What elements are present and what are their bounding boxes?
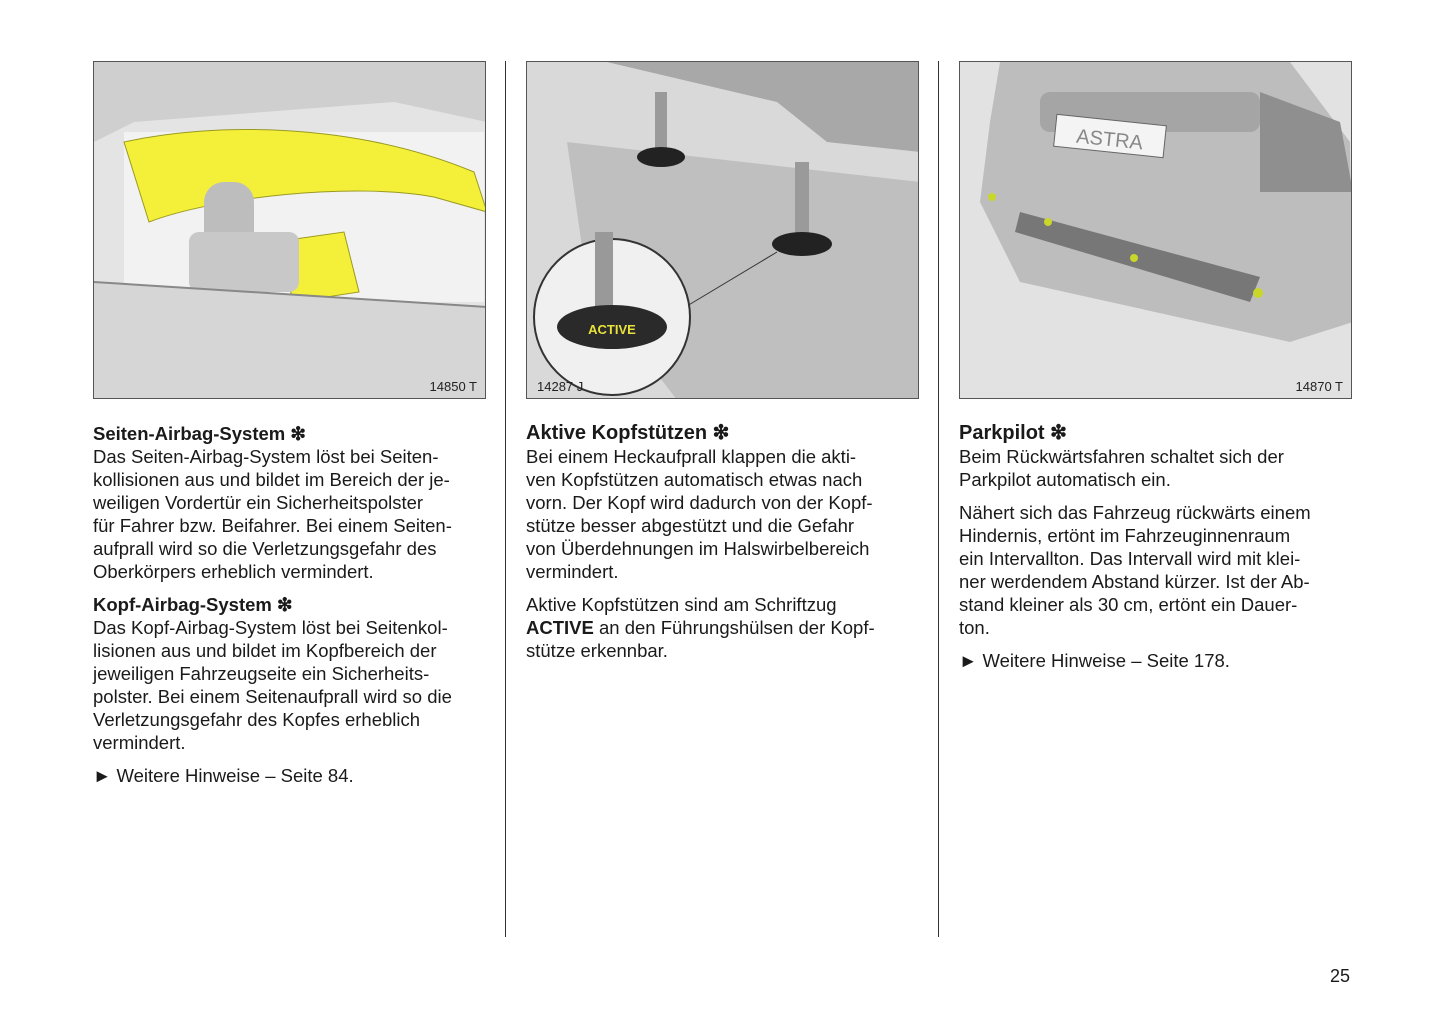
text-line: von Überdehnungen im Halswirbelbereich	[526, 538, 870, 559]
page-reference	[93, 764, 503, 787]
text-line: lisionen aus und bildet im Kopfbereich der	[93, 640, 437, 661]
text-line: ton.	[959, 617, 990, 638]
text-line: ven Kopfstützen automatisch etwas nach	[526, 469, 863, 490]
astra-badge: ASTRA	[1075, 125, 1144, 155]
text-line: stütze besser abgestützt und die Gefahr	[526, 515, 855, 536]
column-divider	[505, 61, 506, 937]
text-line: ► Weitere Hinweise – Seite 84.	[93, 765, 354, 786]
text-line: ein Intervallton. Das Intervall wird mit klei-	[959, 548, 1301, 569]
figure-code: 14870 T	[1295, 379, 1343, 394]
section-heading: Kopf-Airbag-System ❇	[93, 594, 293, 615]
figure-side-airbag	[93, 61, 486, 399]
text-line: aufprall wird so die Verletzungsgefahr des	[93, 538, 437, 559]
text-line: jeweiligen Fahrzeugseite ein Sicherheits-	[93, 663, 430, 684]
active-label: ACTIVE	[588, 322, 636, 337]
text-line: Oberkörpers erheblich vermindert.	[93, 561, 374, 582]
text-line: ner werdendem Abstand kürzer. Ist der Ab-	[959, 571, 1310, 592]
text-line: ACTIVE an den Führungshülsen der Kopf-	[526, 617, 875, 638]
text-line: für Fahrer bzw. Beifahrer. Bei einem Seiten-	[93, 515, 452, 536]
text-line: weiligen Vordertür ein Sicherheitspolster	[93, 492, 424, 513]
figure-park-pilot	[959, 61, 1352, 399]
paragraph	[959, 501, 1369, 639]
text-line: Nähert sich das Fahrzeug rückwärts einem	[959, 502, 1311, 523]
text-line: Bei einem Heckaufprall klappen die akti-	[526, 446, 857, 467]
section-heading: Aktive Kopfstützen ❇	[526, 422, 730, 444]
text-line: polster. Bei einem Seitenaufprall wird so die	[93, 686, 452, 707]
page-reference	[959, 649, 1369, 672]
text-line: stand kleiner als 30 cm, ertönt ein Dauer-	[959, 594, 1298, 615]
section-heading: Seiten-Airbag-System ❇	[93, 423, 306, 444]
text-line: vermindert.	[93, 732, 186, 753]
text-line: stütze erkennbar.	[526, 640, 668, 661]
page-number: 25	[1330, 966, 1351, 986]
paragraph	[93, 616, 503, 754]
text-line: kollisionen aus und bildet im Bereich der je-	[93, 469, 450, 490]
text-line: Hindernis, ertönt im Fahrzeuginnenraum	[959, 525, 1291, 546]
text-line: Aktive Kopfstützen sind am Schriftzug	[526, 594, 837, 615]
text-block	[93, 422, 503, 797]
text-line: Verletzungsgefahr des Kopfes erheblich	[93, 709, 421, 730]
figure-active-headrests	[526, 61, 919, 399]
paragraph	[526, 445, 936, 583]
text-line: Das Kopf-Airbag-System löst bei Seitenkol-	[93, 617, 448, 638]
figure-code: 14850 T	[429, 379, 477, 394]
text-block	[526, 422, 936, 672]
text-block	[959, 422, 1369, 682]
text-line: Das Seiten-Airbag-System löst bei Seiten-	[93, 446, 439, 467]
paragraph	[93, 445, 503, 583]
paragraph	[526, 593, 936, 662]
text-line: ► Weitere Hinweise – Seite 178.	[959, 650, 1230, 671]
text-line: vermindert.	[526, 561, 619, 582]
text-line: Beim Rückwärtsfahren schaltet sich der	[959, 446, 1284, 467]
paragraph	[959, 445, 1369, 491]
text-line: vorn. Der Kopf wird dadurch von der Kopf-	[526, 492, 873, 513]
text-line: Parkpilot automatisch ein.	[959, 469, 1171, 490]
figure-code: 14287 J	[537, 379, 584, 394]
section-heading: Parkpilot ❇	[959, 422, 1067, 444]
column-divider	[938, 61, 939, 937]
